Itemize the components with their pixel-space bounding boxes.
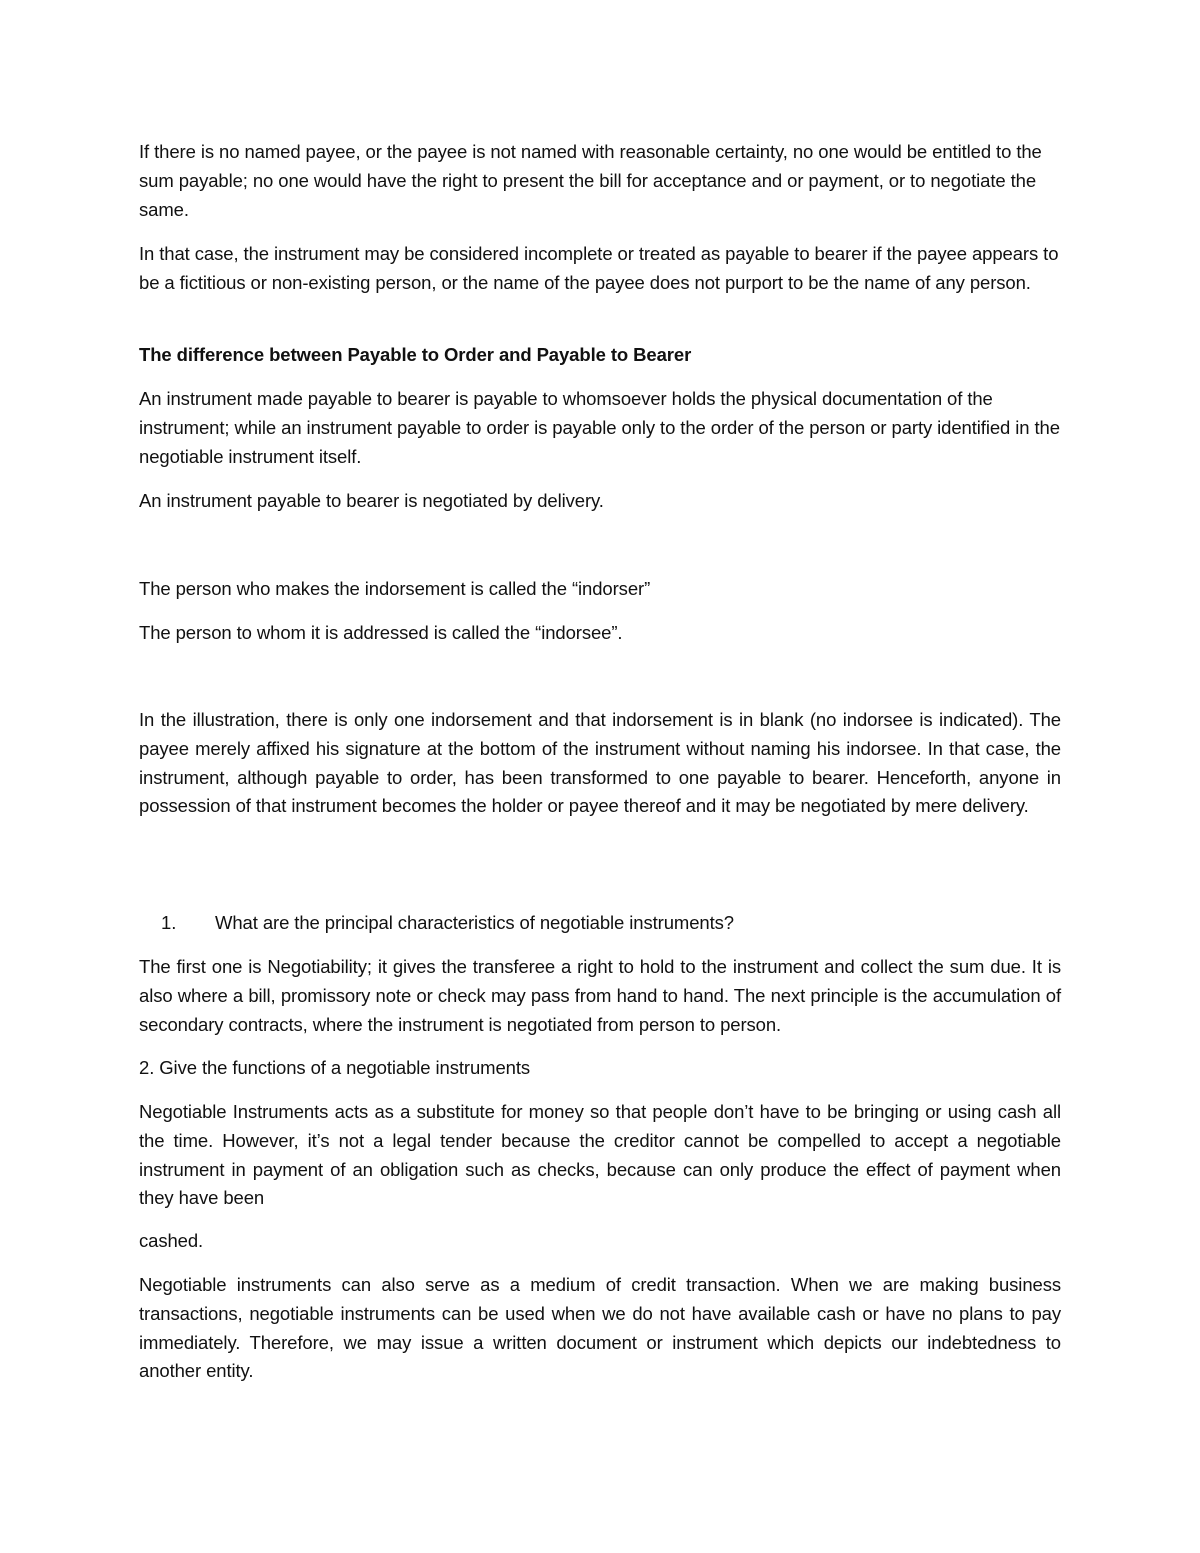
answer-2: Negotiable Instruments acts as a substitute for money so that people don’t have to be bringing or using cash all the time. However, it’s not a legal tender because the creditor cannot be compelled to accept a negotiable instrument in payment of an obligation such as checks, because can only produce the effect of payment when they have been [139,1101,1061,1209]
question-1-number: 1. [161,912,177,933]
section-heading: The difference between Payable to Order and Payable to Bearer [139,344,692,365]
paragraph-no-named-payee: If there is no named payee, or the payee is not named with reasonable certainty, no one would be entitled to the sum payable; no one would have the right to present the bill for acceptance and or payment, or to negotiate the same. [139,141,1042,220]
answer-3: Negotiable instruments can also serve as a medium of credit transaction. When we are making business transactions, negotiable instruments can be used when we do not have available cash or have no plans to pay immediately. Therefore, we may issue a written document or instrument which depicts our indebtedness to another entity. [139,1274,1061,1382]
paragraph-negotiated-by-delivery: An instrument payable to bearer is negotiated by delivery. [139,490,604,511]
paragraph-incomplete-instrument: In that case, the instrument may be considered incomplete or treated as payable to bearer if the payee appears to be a fictitious or non-existing person, or the name of the payee does not purport to be the name of any person. [139,243,1059,293]
paragraph-indorser: The person who makes the indorsement is called the “indorser” [139,578,651,599]
paragraph-order-vs-bearer: An instrument made payable to bearer is payable to whomsoever holds the physical documentation of the instrument; while an instrument payable to order is payable only to the order of the person or party identified in the negotiable instrument itself. [139,388,1060,467]
paragraph-illustration: In the illustration, there is only one indorsement and that indorsement is in blank (no indorsee is indicated). The payee merely affixed his signature at the bottom of the instrument without naming his indorsee. In that case, the instrument, although payable to order, has been transformed to one payable to bearer. Henceforth, anyone in possession of that instrument becomes the holder or payee thereof and it may be negotiated by mere delivery. [139,709,1061,817]
paragraph-indorsee: The person to whom it is addressed is called the “indorsee”. [139,622,623,643]
answer-1: The first one is Negotiability; it gives the transferee a right to hold to the instrument and collect the sum due. It is also where a bill, promissory note or check may pass from hand to hand. The next principle is the accumulation of secondary contracts, where the instrument is negotiated from person to person. [139,956,1061,1035]
answer-2-continuation: cashed. [139,1230,204,1251]
question-2: 2. Give the functions of a negotiable instruments [139,1057,531,1078]
question-1-text: What are the principal characteristics of negotiable instruments? [215,912,734,933]
